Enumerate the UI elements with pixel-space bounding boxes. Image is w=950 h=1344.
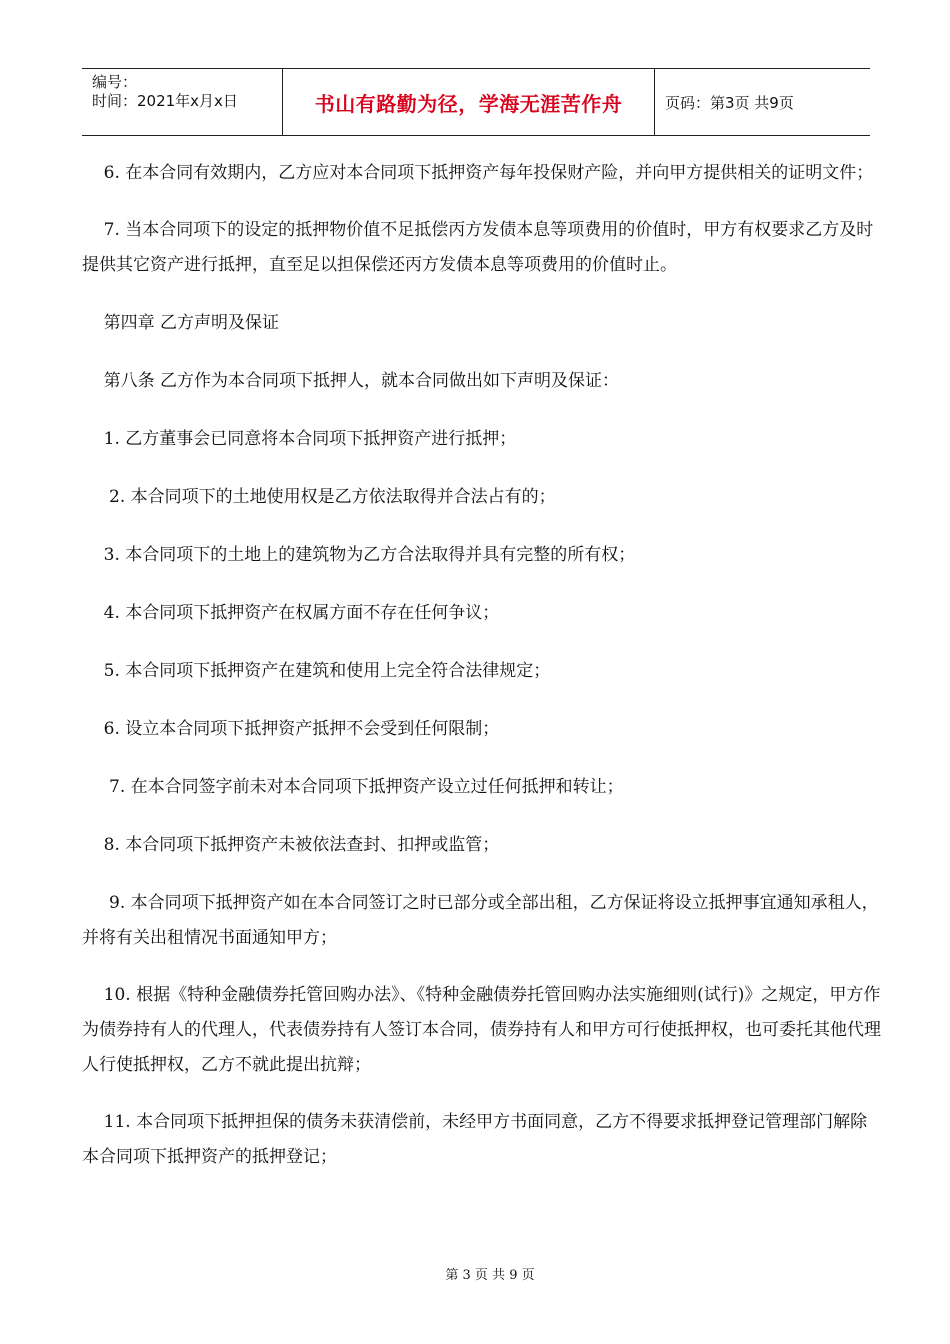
document-number-label: 编号： bbox=[92, 73, 138, 91]
clause-paragraph: 4. 本合同项下抵押资产在权属方面不存在任何争议； bbox=[82, 603, 500, 623]
clause-paragraph: 2. 本合同项下的土地使用权是乙方依法取得并合法占有的； bbox=[82, 487, 556, 507]
clause-paragraph: 10. 根据《特种金融债券托管回购办法》、《特种金融债券托管回购办法实施细则(试行)》之规定，甲方作为债券持有人的代理人，代表债券持有人签订本合同，债券持有人和甲方可行使抵押权，也可委托其他代理人行使抵押权，乙方不就此提出抗辩； bbox=[82, 985, 881, 1075]
clause-paragraph: 3. 本合同项下的土地上的建筑物为乙方合法取得并具有完整的所有权； bbox=[82, 545, 636, 565]
header-page-number: 页码：第3页 共9页 bbox=[665, 93, 794, 112]
header-motto-cell bbox=[282, 69, 655, 135]
clause-paragraph: 1. 乙方董事会已同意将本合同项下抵押资产进行抵押； bbox=[82, 429, 517, 449]
clause-paragraph: 6. 设立本合同项下抵押资产抵押不会受到任何限制； bbox=[82, 719, 500, 739]
clause-paragraph: 7. 当本合同项下的设定的抵押物价值不足抵偿丙方发债本息等项费用的价值时，甲方有权要求乙方及时提供其它资产进行抵押，直至足以担保偿还丙方发债本息等项费用的价值时止。 bbox=[82, 220, 874, 275]
clause-paragraph: 6. 在本合同有效期内，乙方应对本合同项下抵押资产每年投保财产险，并向甲方提供相关的证明文件； bbox=[82, 163, 874, 183]
document-body bbox=[82, 150, 882, 1175]
document-date-label: 时间：2021年x月x日 bbox=[92, 92, 238, 110]
chapter-heading: 第四章 乙方声明及保证 bbox=[82, 313, 280, 333]
clause-paragraph: 9. 本合同项下抵押资产如在本合同签订之时已部分或全部出租，乙方保证将设立抵押事宜通知承租人，并将有关出租情况书面通知甲方； bbox=[82, 893, 879, 948]
clause-paragraph: 11. 本合同项下抵押担保的债务未获清偿前，未经甲方书面同意，乙方不得要求抵押登记管理部门解除本合同项下抵押资产的抵押登记； bbox=[82, 1112, 868, 1167]
clause-paragraph: 7. 在本合同签字前未对本合同项下抵押资产设立过任何抵押和转让； bbox=[82, 777, 624, 797]
clause-paragraph: 8. 本合同项下抵押资产未被依法查封、扣押或监管； bbox=[82, 835, 500, 855]
header-page-cell bbox=[655, 69, 870, 135]
header-motto: 书山有路勤为径，学海无涯苦作舟 bbox=[314, 91, 623, 116]
article-heading: 第八条 乙方作为本合同项下抵押人，就本合同做出如下声明及保证： bbox=[82, 371, 620, 391]
clause-paragraph: 5. 本合同项下抵押资产在建筑和使用上完全符合法律规定； bbox=[82, 661, 551, 681]
header-meta bbox=[82, 69, 282, 135]
page-header bbox=[82, 68, 870, 136]
footer-page-number: 第 3 页 共 9 页 bbox=[445, 1268, 535, 1283]
page-footer bbox=[0, 1264, 950, 1283]
